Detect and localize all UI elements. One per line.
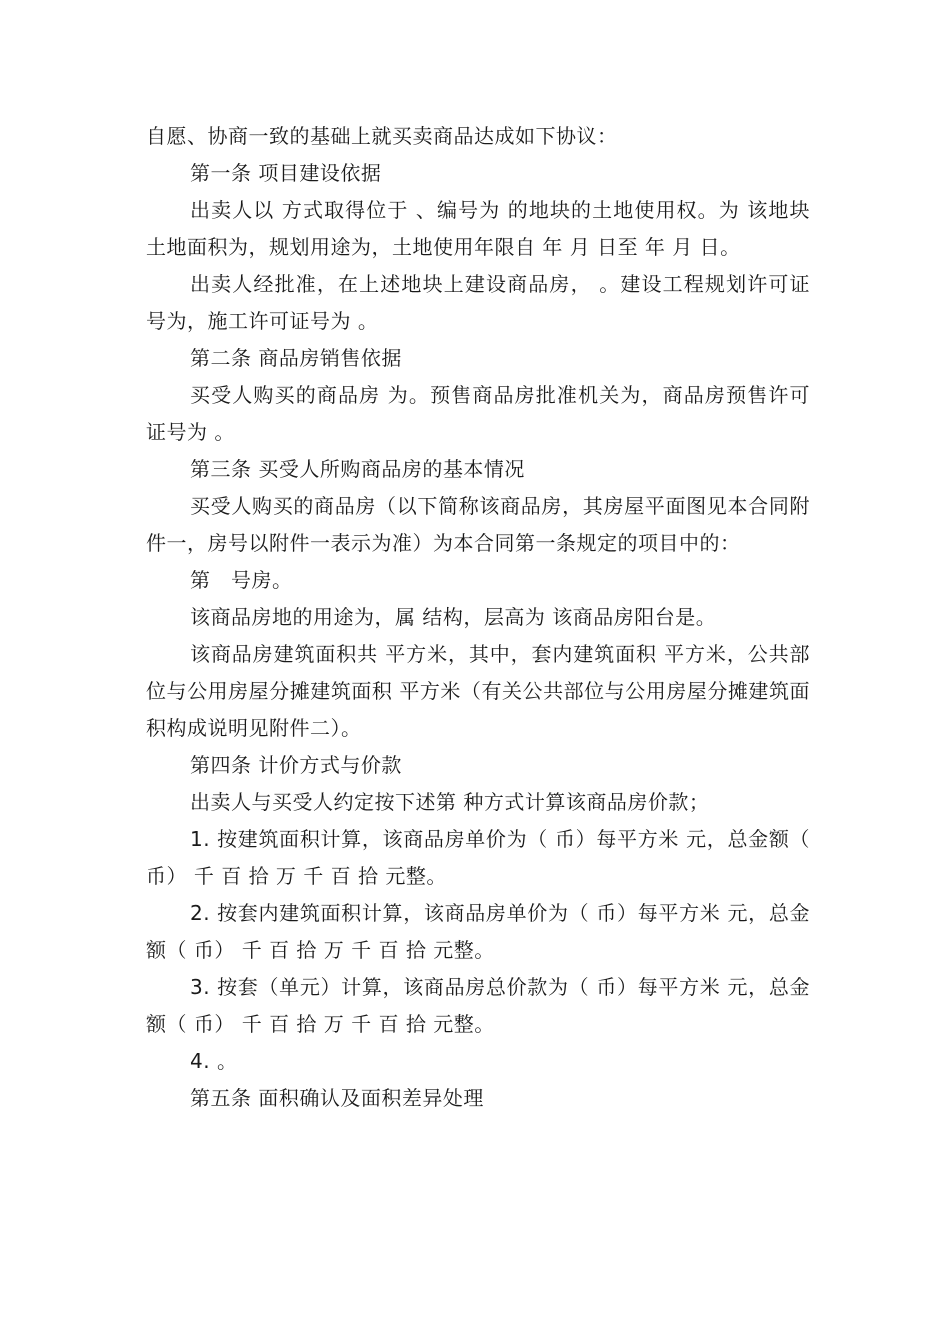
list-item: 4. 。	[190, 1049, 238, 1073]
paragraph: 自愿、协商一致的基础上就买卖商品达成如下协议：	[146, 124, 618, 148]
section-heading: 第五条 面积确认及面积差异处理	[190, 1086, 484, 1110]
list-item: 3. 按套（单元）计算，该商品房总价款为（ 币）每平方米 元，总金额（ 币） 千 百 拾 万 千 百 拾 元整。	[146, 975, 810, 1036]
paragraph: 买受人购买的商品房（以下简称该商品房，其房屋平面图见本合同附件一，房号以附件一表示为准）为本合同第一条规定的项目中的：	[146, 494, 810, 555]
list-item: 2. 按套内建筑面积计算，该商品房单价为（ 币）每平方米 元，总金额（ 币） 千 百 拾 万 千 百 拾 元整。	[146, 901, 810, 962]
paragraph: 出卖人与买受人约定按下述第 种方式计算该商品房价款；	[190, 790, 710, 814]
paragraph: 出卖人以 方式取得位于 、编号为 的地块的土地使用权。为 该地块土地面积为，规划用途为，土地使用年限自 年 月 日至 年 月 日。	[146, 198, 810, 259]
paragraph: 第 号房。	[190, 568, 293, 592]
list-item: 1. 按建筑面积计算，该商品房单价为（ 币）每平方米 元，总金额（ 币） 千 百 拾 万 千 百 拾 元整。	[146, 827, 810, 888]
document-body	[146, 118, 810, 1117]
section-heading: 第二条 商品房销售依据	[190, 346, 402, 370]
section-heading: 第一条 项目建设依据	[190, 161, 382, 185]
paragraph: 买受人购买的商品房 为。预售商品房批准机关为，商品房预售许可证号为 。	[146, 383, 810, 444]
section-heading: 第四条 计价方式与价款	[190, 753, 402, 777]
paragraph: 出卖人经批准，在上述地块上建设商品房， 。建设工程规划许可证号为，施工许可证号为 。	[146, 272, 810, 333]
paragraph: 该商品房建筑面积共 平方米，其中，套内建筑面积 平方米，公共部位与公用房屋分摊建筑面积 平方米（有关公共部位与公用房屋分摊建筑面积构成说明见附件二）。	[146, 642, 810, 740]
section-heading: 第三条 买受人所购商品房的基本情况	[190, 457, 525, 481]
paragraph: 该商品房地的用途为，属 结构，层高为 该商品房阳台是。	[190, 605, 717, 629]
